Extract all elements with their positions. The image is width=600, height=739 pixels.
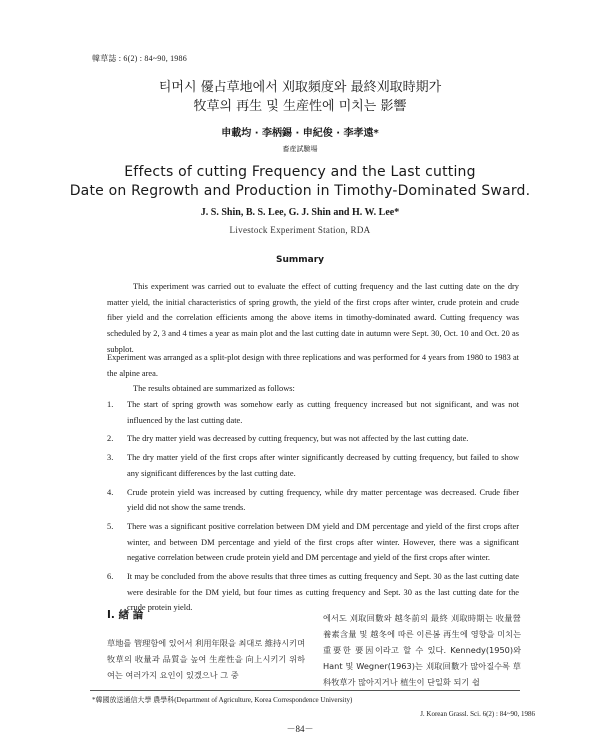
english-institution: Livestock Experiment Station, RDA [229,225,371,235]
summary-paragraph-3: The results obtained are summarized as follows: [133,384,295,393]
result-item [107,431,519,447]
english-title-line-1: Effects of cutting Frequency and the Last cutting [124,164,476,180]
result-text: There was a significant positive correlation between DM yield and DM percentage and yield of the first crops after winter, and between DM percentage and yield of the first crops after winter. However, there was a significant negative correlation between crude protein yield and DM percentage and yield of the first crops after winter. [127,521,519,563]
result-text: Crude protein yield was increased by cutting frequency, while dry matter percentage was decreased. Crude fiber yield did not show the same trends. [127,487,519,513]
result-item [107,485,519,516]
journal-reference: 韓草誌 : 6(2) : 84~90, 1986 [92,54,187,63]
introduction-left-column: 草地를 管理함에 있어서 利用年限을 최대로 維持시키며 牧草의 收量과 品質을 높여 生産性을 向上시키기 위하여는 여러가지 요인이 있겠으나 그 중 [107,638,305,680]
korean-institution: 畜産試驗場 [282,145,318,153]
summary-paragraph-1: This experiment was carried out to evaluate the effect of cutting frequency and the last cutting date on the dry matter yield, the initial characteristics of spring growth, the yield of the first crops after winter, crude protein and crude fiber yield and the correlation efficients among the above items in timothy-dominated award. Cutting frequency was scheduled by 2, 3 and 4 times a year as main plot and the last cutting date in autumn were Sept. 30, Oct. 10 and Oct. 20 as subplot. [107,282,519,354]
result-number: 5. [107,521,114,531]
result-text: It may be concluded from the above results that three times as cutting frequency and Sept. 30 as the last cutting date were desirable for the DM yield, but four times as cutting frequency and Sept. 30 as the last cutting date for the crude protein yield. [127,572,519,613]
introduction-right-column: 에서도 刈取回數와 越冬前의 最終 刈取時期는 收量營養素含量 및 越冬에 따른 이른봄 再生에 영향을 미치는 重要한 要因이라고 할 수 있다. Kennedy(1950)와 Hant 및 Wegner(1963)는 刈取回數가 많아질수록 草科牧草가 많아지거나 植生이 단일화 되기 쉽 [323,613,521,687]
result-item [107,450,519,481]
journal-citation-footer: J. Korean Grassl. Sci. 6(2) : 84~90, 1986 [420,710,535,718]
result-number: 3. [107,453,114,463]
korean-authors: 申載均 · 李柄錫 · 申紀俊 · 李孝遠* [221,128,379,139]
korean-title-line-1: 티머시 優占草地에서 刈取頻度와 最終刈取時期가 [158,80,442,95]
results-list [107,397,519,619]
result-number: 6. [107,572,114,582]
english-title-line-2: Date on Regrowth and Production in Timothy-Dominated Sward. [69,183,531,199]
result-item [107,519,519,566]
korean-title-line-2: 牧草의 再生 및 生産性에 미치는 影響 [193,99,407,114]
summary-paragraph-2: Experiment was arranged as a split-plot design with three replications and was performed for 4 years from 1980 to 1983 at the alpine area. [107,353,519,378]
result-number: 1. [107,400,114,409]
summary-heading: Summary [275,255,325,265]
result-item [107,397,519,428]
introduction-heading: Ⅰ. 緖 論 [107,609,144,621]
footnote-divider [90,690,520,691]
affiliation-footnote: *韓國放送通信大學 農學科(Department of Agriculture, Korea Correspondence University) [92,696,353,704]
result-number: 2. [107,434,114,444]
result-text: The start of spring growth was somehow early as cutting frequency increased but not significant, and was not influenced by the last cutting date. [127,400,519,425]
english-authors: J. S. Shin, B. S. Lee, G. J. Shin and H. W. Lee* [200,207,400,218]
result-number: 4. [107,487,114,497]
result-text: The dry matter yield of the first crops after winter significantly decreased by cutting frequency, but failed to show any significant differences by the last cutting date. [127,453,519,478]
page-number: －84－ [286,724,314,734]
result-text: The dry matter yield was decreased by cutting frequency, but was not affected by the last cutting date. [127,434,469,444]
